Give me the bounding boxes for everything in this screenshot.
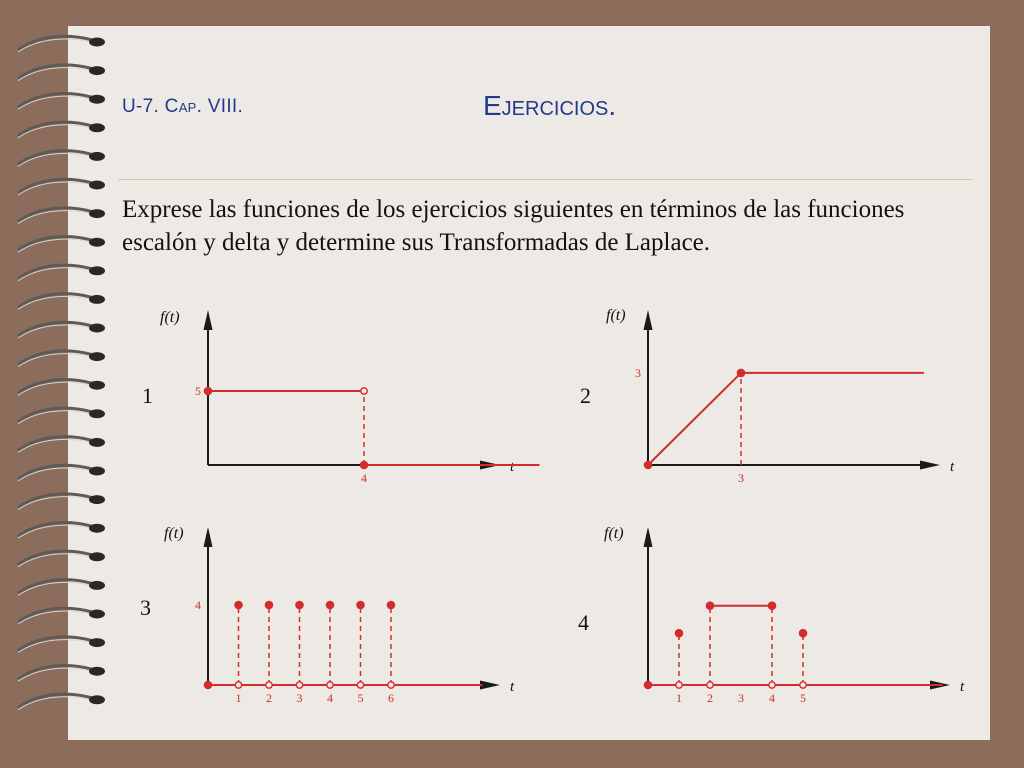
x-tick-label: 2 (707, 691, 713, 705)
x-tick-label: 4 (327, 691, 333, 705)
filled-point (768, 602, 775, 609)
plot-2 (580, 307, 955, 485)
instructions-text: Exprese las funciones de los ejercicios siguientes en términos de las funciones escalón y delta y determine sus Transformadas de Laplace. (122, 196, 905, 256)
open-point (235, 682, 241, 688)
x-tick-label: 6 (388, 691, 394, 705)
open-point (296, 682, 302, 688)
exercise-number: 2 (580, 383, 591, 408)
x-tick-label: 3 (738, 471, 744, 485)
y-axis-arrow (644, 310, 653, 330)
filled-point (799, 630, 806, 637)
exercise-number: 1 (142, 383, 153, 408)
filled-point (265, 601, 272, 608)
y-axis-label: f(t) (604, 525, 624, 542)
filled-point (204, 387, 211, 394)
filled-point (644, 461, 651, 468)
open-point (769, 682, 775, 688)
y-tick-label: 4 (195, 598, 201, 612)
y-axis-label: f(t) (160, 309, 180, 326)
x-tick-label: 1 (676, 691, 682, 705)
x-tick-label: 5 (357, 691, 364, 705)
x-tick-label: 3 (296, 691, 303, 705)
y-tick-label: 5 (195, 384, 201, 398)
plot-3 (140, 525, 515, 705)
open-point (707, 682, 713, 688)
filled-point (644, 681, 651, 688)
open-point (361, 388, 367, 394)
open-point (676, 682, 682, 688)
x-tick-label: 4 (361, 471, 367, 485)
filled-point (737, 369, 744, 376)
page-title: Ejercicios. (483, 90, 617, 121)
filled-point (387, 601, 394, 608)
y-axis-arrow (644, 527, 653, 547)
exercise-number: 4 (578, 610, 589, 635)
y-axis-label: f(t) (606, 307, 626, 324)
filled-point (235, 601, 242, 608)
x-tick-label: 1 (235, 691, 242, 705)
x-tick-label: 4 (769, 691, 775, 705)
unit-label: U-7. Cap. VIII. (122, 96, 244, 117)
y-axis-arrow (204, 527, 213, 547)
x-tick-label: 5 (800, 691, 806, 705)
filled-point (360, 461, 367, 468)
filled-point (675, 630, 682, 637)
y-axis-arrow (204, 310, 213, 330)
x-axis-label: t (960, 679, 965, 695)
open-point (388, 682, 394, 688)
open-point (327, 682, 333, 688)
plot-4 (578, 525, 965, 705)
open-point (266, 682, 272, 688)
filled-point (326, 601, 333, 608)
y-tick-label: 3 (635, 365, 641, 380)
filled-point (296, 601, 303, 608)
y-axis-label: f(t) (164, 525, 184, 542)
x-axis-label: t (510, 459, 515, 475)
x-tick-label: 2 (266, 691, 272, 705)
open-point (357, 682, 363, 688)
exercise-number: 3 (140, 595, 151, 620)
signal-segment (648, 373, 741, 465)
x-axis-arrow (920, 461, 940, 470)
x-axis-label: t (950, 459, 955, 475)
plot-1 (142, 309, 540, 485)
x-axis-label: t (510, 679, 515, 695)
filled-point (706, 602, 713, 609)
filled-point (204, 681, 211, 688)
filled-point (357, 601, 364, 608)
open-point (800, 682, 806, 688)
x-tick-label: 3 (738, 691, 744, 705)
x-axis-arrow (480, 681, 500, 690)
